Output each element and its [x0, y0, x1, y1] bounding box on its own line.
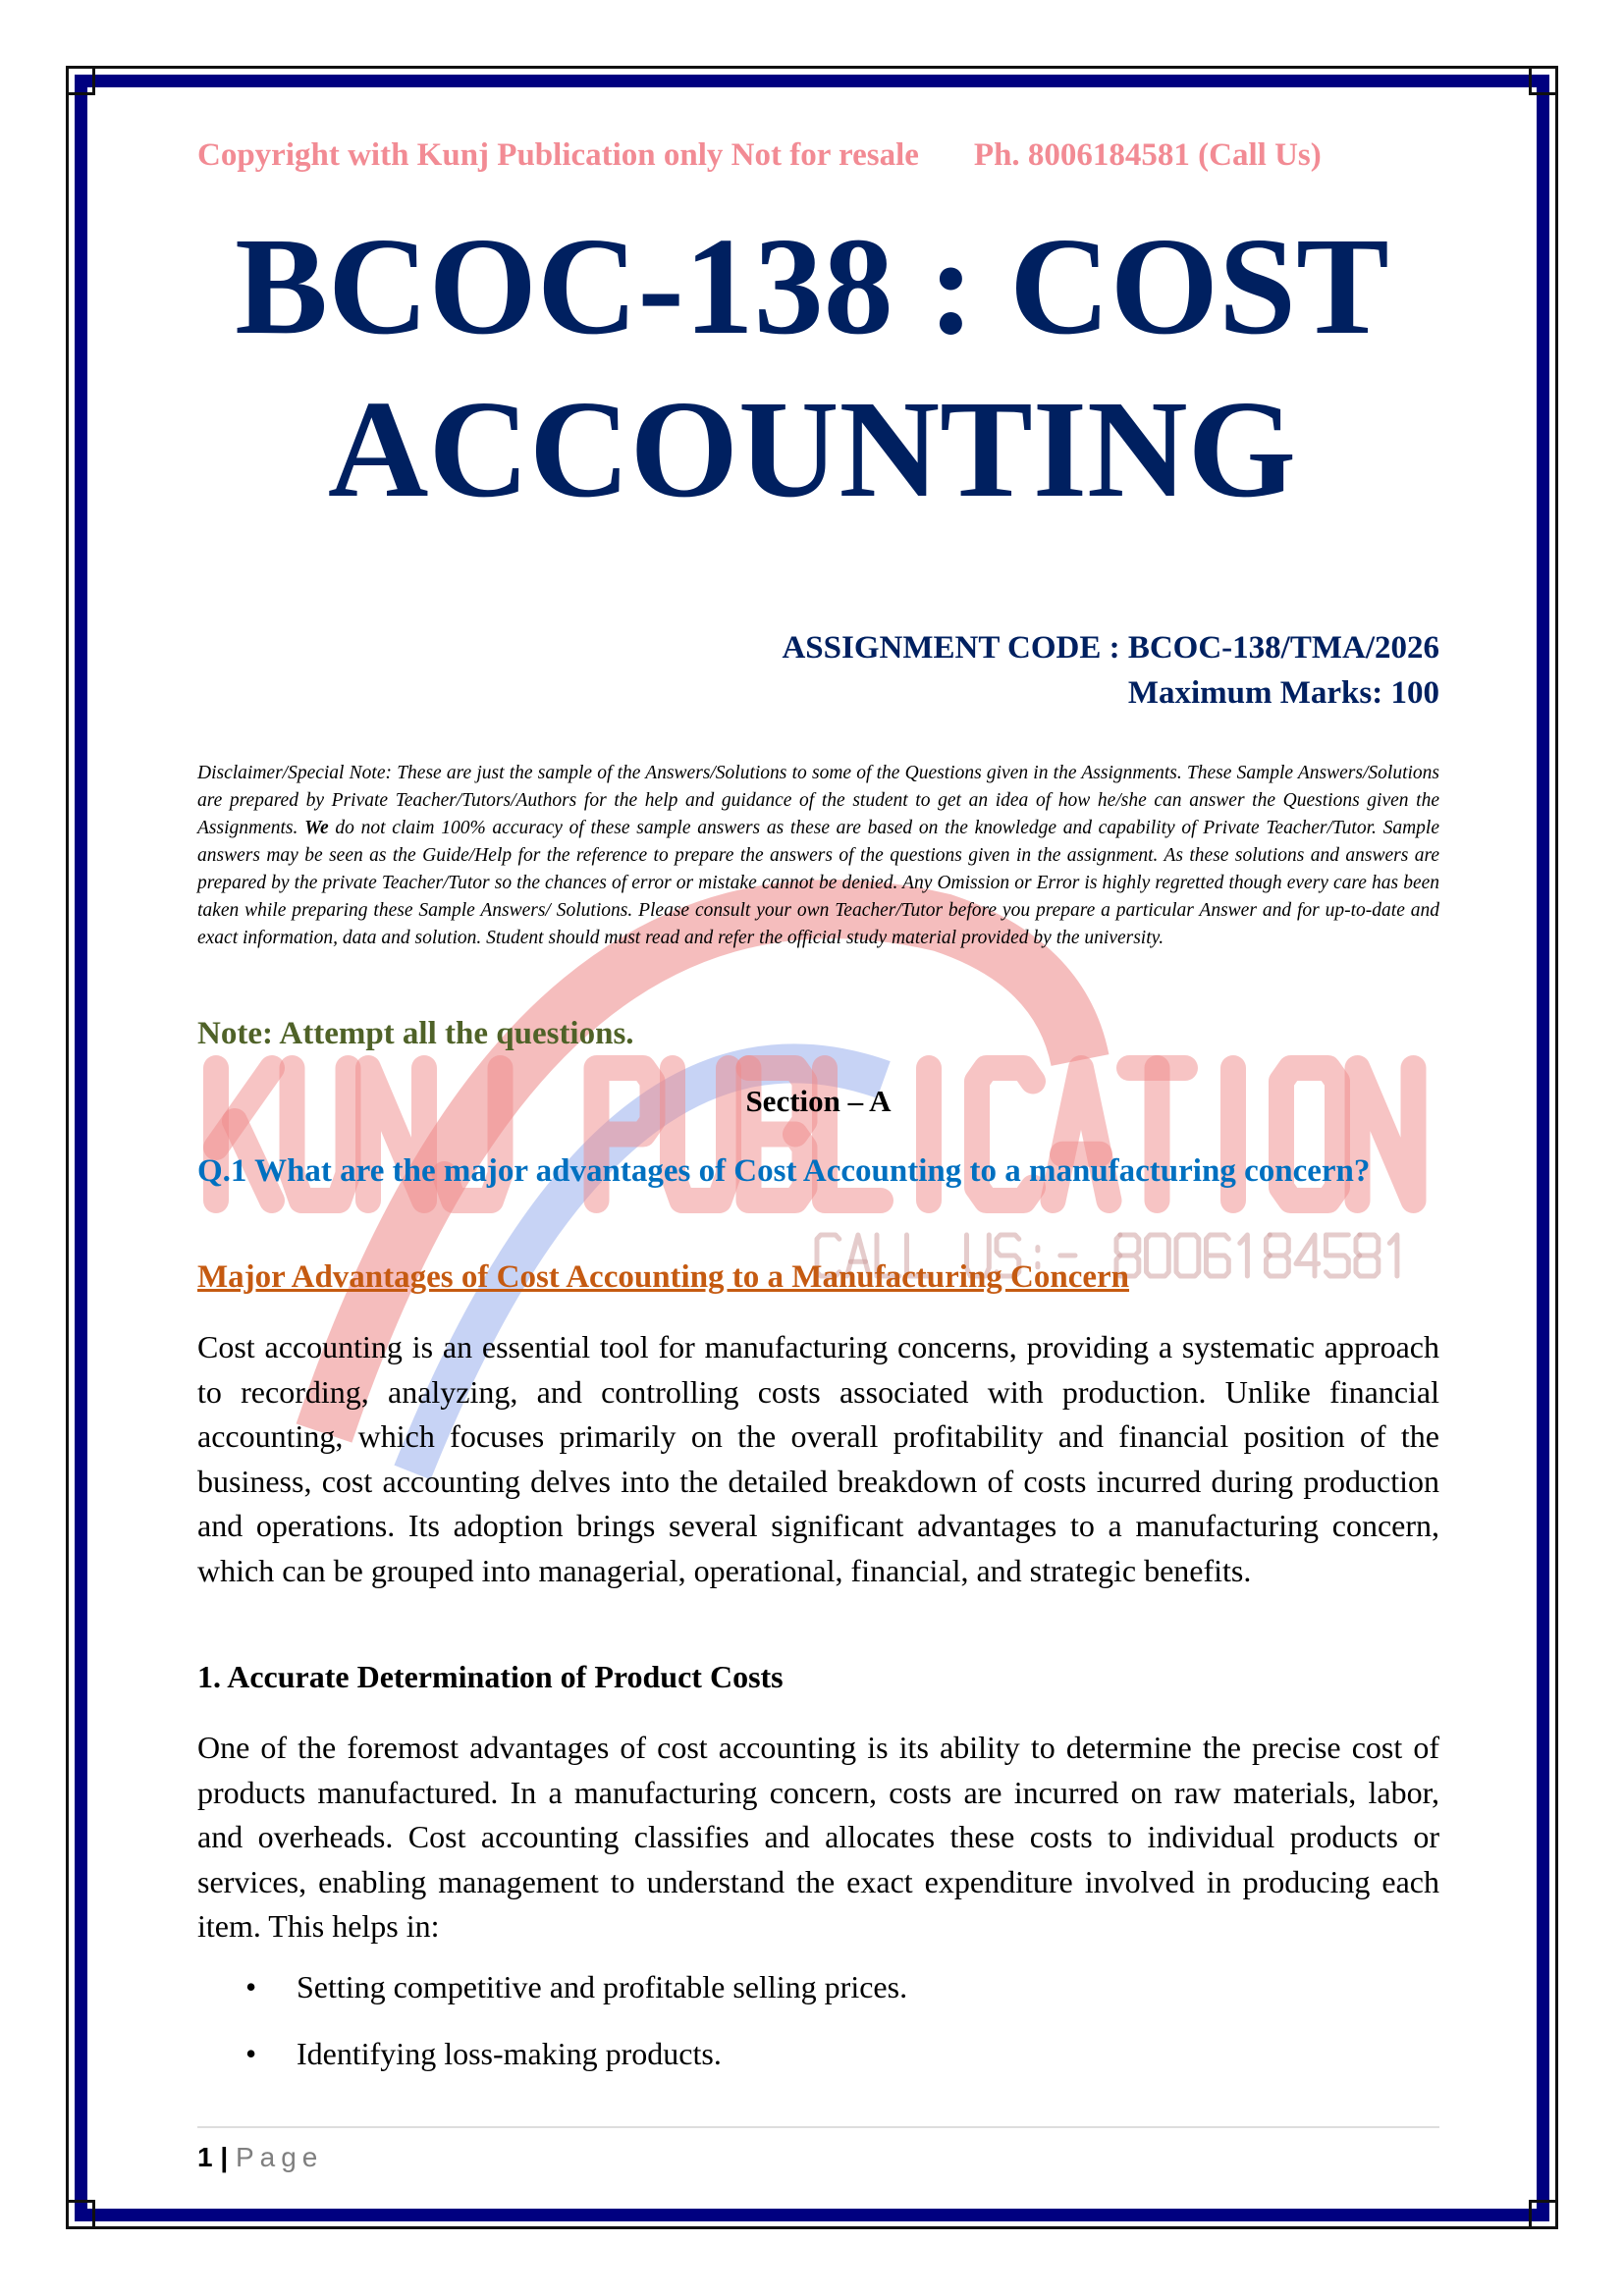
answer-heading: Major Advantages of Cost Accounting to a Manufacturing Concern — [197, 1259, 1130, 1295]
page-footer — [197, 2142, 323, 2173]
copyright-header — [197, 137, 1439, 174]
corner-ornament — [1529, 2200, 1558, 2229]
copyright-text: Copyright with Kunj Publication only Not for resale — [197, 137, 919, 173]
page-number: 1 — [197, 2142, 213, 2172]
document-title-line2: ACCOUNTING — [327, 371, 1297, 526]
list-item: • Identifying loss-making products. — [245, 2036, 907, 2103]
corner-ornament — [66, 66, 95, 95]
page-label: Page — [235, 2142, 324, 2172]
bullet-list — [245, 1969, 907, 2103]
section-heading: Section – A — [745, 1084, 892, 1118]
assignment-code: ASSIGNMENT CODE : BCOC-138/TMA/2026 — [782, 630, 1439, 666]
disclaimer-text: Disclaimer/Special Note: These are just the sample of the Answers/Solutions to some of the Questions given in the Assignments. These Sample Answers/Solutions are prepared by Private Teacher/Tutors/Authors for the help and guidance of the student to get an idea of how he/she can answer the Questions given the Assignments. — [197, 763, 1439, 838]
note: Note: Attempt all the questions. — [197, 1016, 634, 1051]
disclaimer — [197, 760, 1439, 952]
footer-divider — [197, 2126, 1439, 2128]
list-item: • Setting competitive and profitable selling prices. — [245, 1969, 907, 2036]
intro-paragraph: Cost accounting is an essential tool for manufacturing concerns, providing a systematic approach to recording, analyzing, and controlling costs associated with production. Unlike financial accounting, which focuses primarily on the overall profitability and financial position of the business, cost accounting delves into the detailed breakdown of costs incurred during production and operations. Its adoption brings several significant advantages to a manufacturing concern, which can be grouped into managerial, operational, financial, and strategic benefits. — [197, 1329, 1439, 1588]
question: Q.1 What are the major advantages of Cost Accounting to a manufacturing concern? — [197, 1153, 1371, 1189]
corner-ornament — [1529, 66, 1558, 95]
document-title-line1: BCOC-138 : COST — [235, 208, 1389, 363]
disclaimer-bold: We — [304, 818, 329, 838]
corner-ornament — [66, 2200, 95, 2229]
footer-separator: | — [220, 2142, 229, 2172]
maximum-marks: Maximum Marks: 100 — [1127, 675, 1439, 711]
point-heading: 1. Accurate Determination of Product Costs — [197, 1659, 784, 1694]
point-paragraph: One of the foremost advantages of cost accounting is its ability to determine the precise cost of products manufactured. In a manufacturing concern, costs are incurred on raw materials, labor, and overheads. Cost accounting classifies and allocates these costs to individual products or services, enabling management to understand the exact expenditure involved in producing each item. This helps in: — [197, 1730, 1439, 1944]
phone-text: Ph. 8006184581 (Call Us) — [973, 137, 1322, 173]
disclaimer-text: do not claim 100% accuracy of these sample answers as these are based on the knowledge and capability of Private Teacher/Tutor. Sample answers may be seen as the Guide/Help for the reference to prepare the answers of the questions given in the assignment. As these solutions and answers are prepared by the private Teacher/Tutor so the chances of error or mistake cannot be denied. Any Omission or Error is highly regretted though every care has been taken while preparing these Sample Answers/ Solutions. Please consult your own Teacher/Tutor before you prepare a particular Answer and for up-to-date and exact information, data and solution. Student should must read and refer the official study material provided by the university. — [197, 818, 1439, 948]
